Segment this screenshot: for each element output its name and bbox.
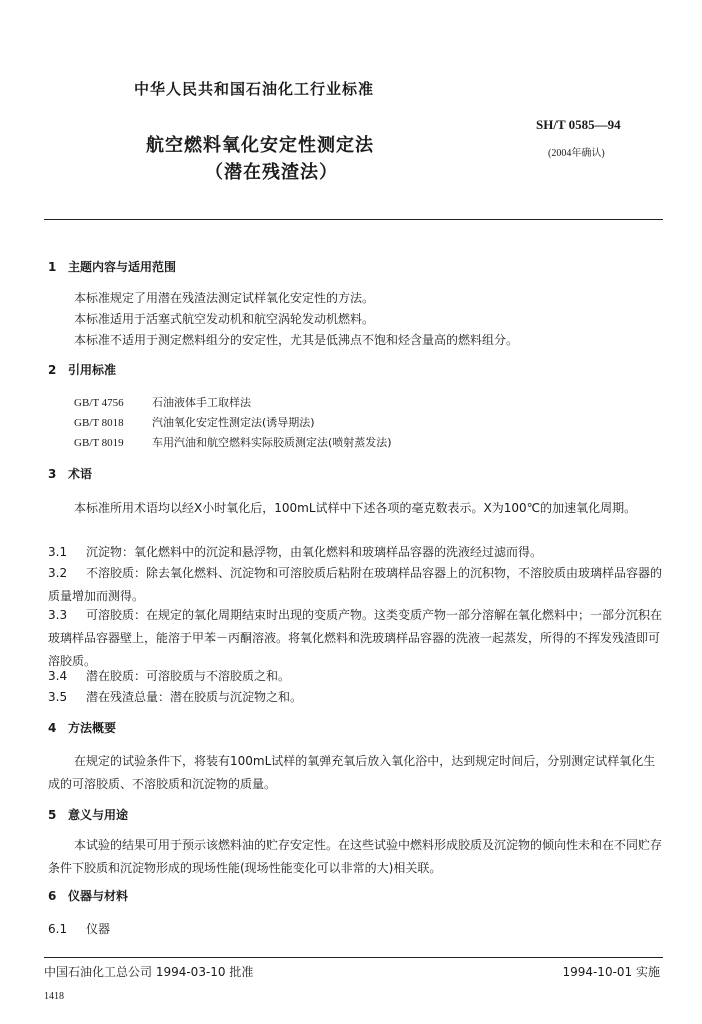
clause-text: 仪器 xyxy=(86,922,111,936)
definition-item xyxy=(48,686,664,709)
clause-text: 沉淀物：氧化燃料中的沉淀和悬浮物，由氧化燃料和玻璃样品容器的洗液经过滤而得。 xyxy=(86,545,543,559)
clause-number: 3.3 xyxy=(48,608,68,622)
section-1-heading xyxy=(48,258,176,275)
section-4-heading xyxy=(48,719,116,736)
section-number: 3 xyxy=(48,467,57,481)
subclause xyxy=(48,920,110,937)
clause-text: 潜在残渣总量：潜在胶质与沉淀物之和。 xyxy=(86,690,303,704)
clause-number: 6.1 xyxy=(48,922,68,936)
clause-text: 潜在胶质：可溶胶质与不溶胶质之和。 xyxy=(86,669,291,683)
section-title: 意义与用途 xyxy=(68,808,129,822)
document-title: 航空燃料氧化安定性测定法 xyxy=(146,135,374,156)
section-5-heading xyxy=(48,806,128,823)
clause-number: 3.2 xyxy=(48,566,68,580)
clause-number: 3.1 xyxy=(48,545,68,559)
reference-item xyxy=(74,394,251,410)
reference-title: 石油液体手工取样法 xyxy=(152,396,251,409)
clause-text: 可溶胶质：在规定的氧化周期结束时出现的变质产物。这类变质产物一部分溶解在氧化燃料中；一部分沉积在玻璃样品容器壁上，能溶于甲苯－丙酮溶液。将氧化燃料和洗玻璃样品容器的洗液一起蒸发，所得的不挥发残渣即可溶胶质。 xyxy=(48,608,663,668)
paragraph: 在规定的试验条件下，将装有100mL试样的氧弹充氧后放入氧化浴中，达到规定时间后，分别测定试样氧化生成的可溶胶质、不溶胶质和沉淀物的质量。 xyxy=(48,754,656,791)
section-2-heading xyxy=(48,361,116,378)
definition-item xyxy=(48,562,664,608)
footer-divider xyxy=(44,957,663,958)
section-title: 仪器与材料 xyxy=(68,889,129,903)
issuing-organization: 中华人民共和国石油化工行业标准 xyxy=(134,80,375,98)
definition-item xyxy=(48,665,664,688)
confirmation-note: (2004年确认) xyxy=(548,148,605,159)
standard-code: SH/T 0585—94 xyxy=(536,117,621,132)
reference-item xyxy=(74,414,315,430)
section-number: 1 xyxy=(48,260,57,274)
section-6-heading xyxy=(48,887,128,904)
paragraph: 本标准适用于活塞式航空发动机和航空涡轮发动机燃料。 xyxy=(74,312,375,326)
paragraph: 本标准规定了用潜在残渣法测定试样氧化安定性的方法。 xyxy=(74,291,375,305)
reference-item xyxy=(74,434,392,450)
approval-note: 中国石油化工总公司 1994-03-10 批准 xyxy=(44,965,254,979)
section-title: 方法概要 xyxy=(68,721,117,735)
clause-number: 3.5 xyxy=(48,690,68,704)
reference-title: 汽油氧化安定性测定法(诱导期法) xyxy=(152,416,315,429)
definition-intro: 本标准所用术语均以经X小时氧化后，100mL试样中下述各项的毫克数表示。X为100℃的加速氧化周期。 xyxy=(74,501,637,515)
clause-text: 不溶胶质：除去氧化燃料、沉淀物和可溶胶质后粘附在玻璃样品容器上的沉积物，不溶胶质由玻璃样品容器的质量增加而测得。 xyxy=(48,566,663,603)
header-divider xyxy=(44,219,663,220)
definition-item xyxy=(48,604,664,673)
definition-item xyxy=(48,541,664,564)
section-title: 引用标准 xyxy=(68,363,117,377)
reference-code: GB/T 4756 xyxy=(74,397,124,409)
section-3-heading xyxy=(48,465,92,482)
paragraph: 本试验的结果可用于预示该燃料油的贮存安定性。在这些试验中燃料形成胶质及沉淀物的倾向性未和在不同贮存条件下胶质和沉淀物形成的现场性能(现场性能变化可以非常的大)相关联。 xyxy=(48,838,663,875)
reference-title: 车用汽油和航空燃料实际胶质测定法(喷射蒸发法) xyxy=(152,436,392,449)
reference-code: GB/T 8019 xyxy=(74,437,124,449)
effective-date: 1994-10-01 实施 xyxy=(562,965,660,979)
section-title: 术语 xyxy=(68,467,93,481)
section-number: 5 xyxy=(48,808,57,822)
paragraph: 本标准不适用于测定燃料组分的安定性，尤其是低沸点不饱和烃含量高的燃料组分。 xyxy=(74,333,519,347)
document-subtitle: （潜在残渣法） xyxy=(205,162,338,183)
section-number: 4 xyxy=(48,721,57,735)
section-title: 主题内容与适用范围 xyxy=(68,260,177,274)
clause-number: 3.4 xyxy=(48,669,68,683)
page-number: 1418 xyxy=(44,991,64,1002)
section-number: 2 xyxy=(48,363,57,377)
section-number: 6 xyxy=(48,889,57,903)
reference-code: GB/T 8018 xyxy=(74,417,124,429)
